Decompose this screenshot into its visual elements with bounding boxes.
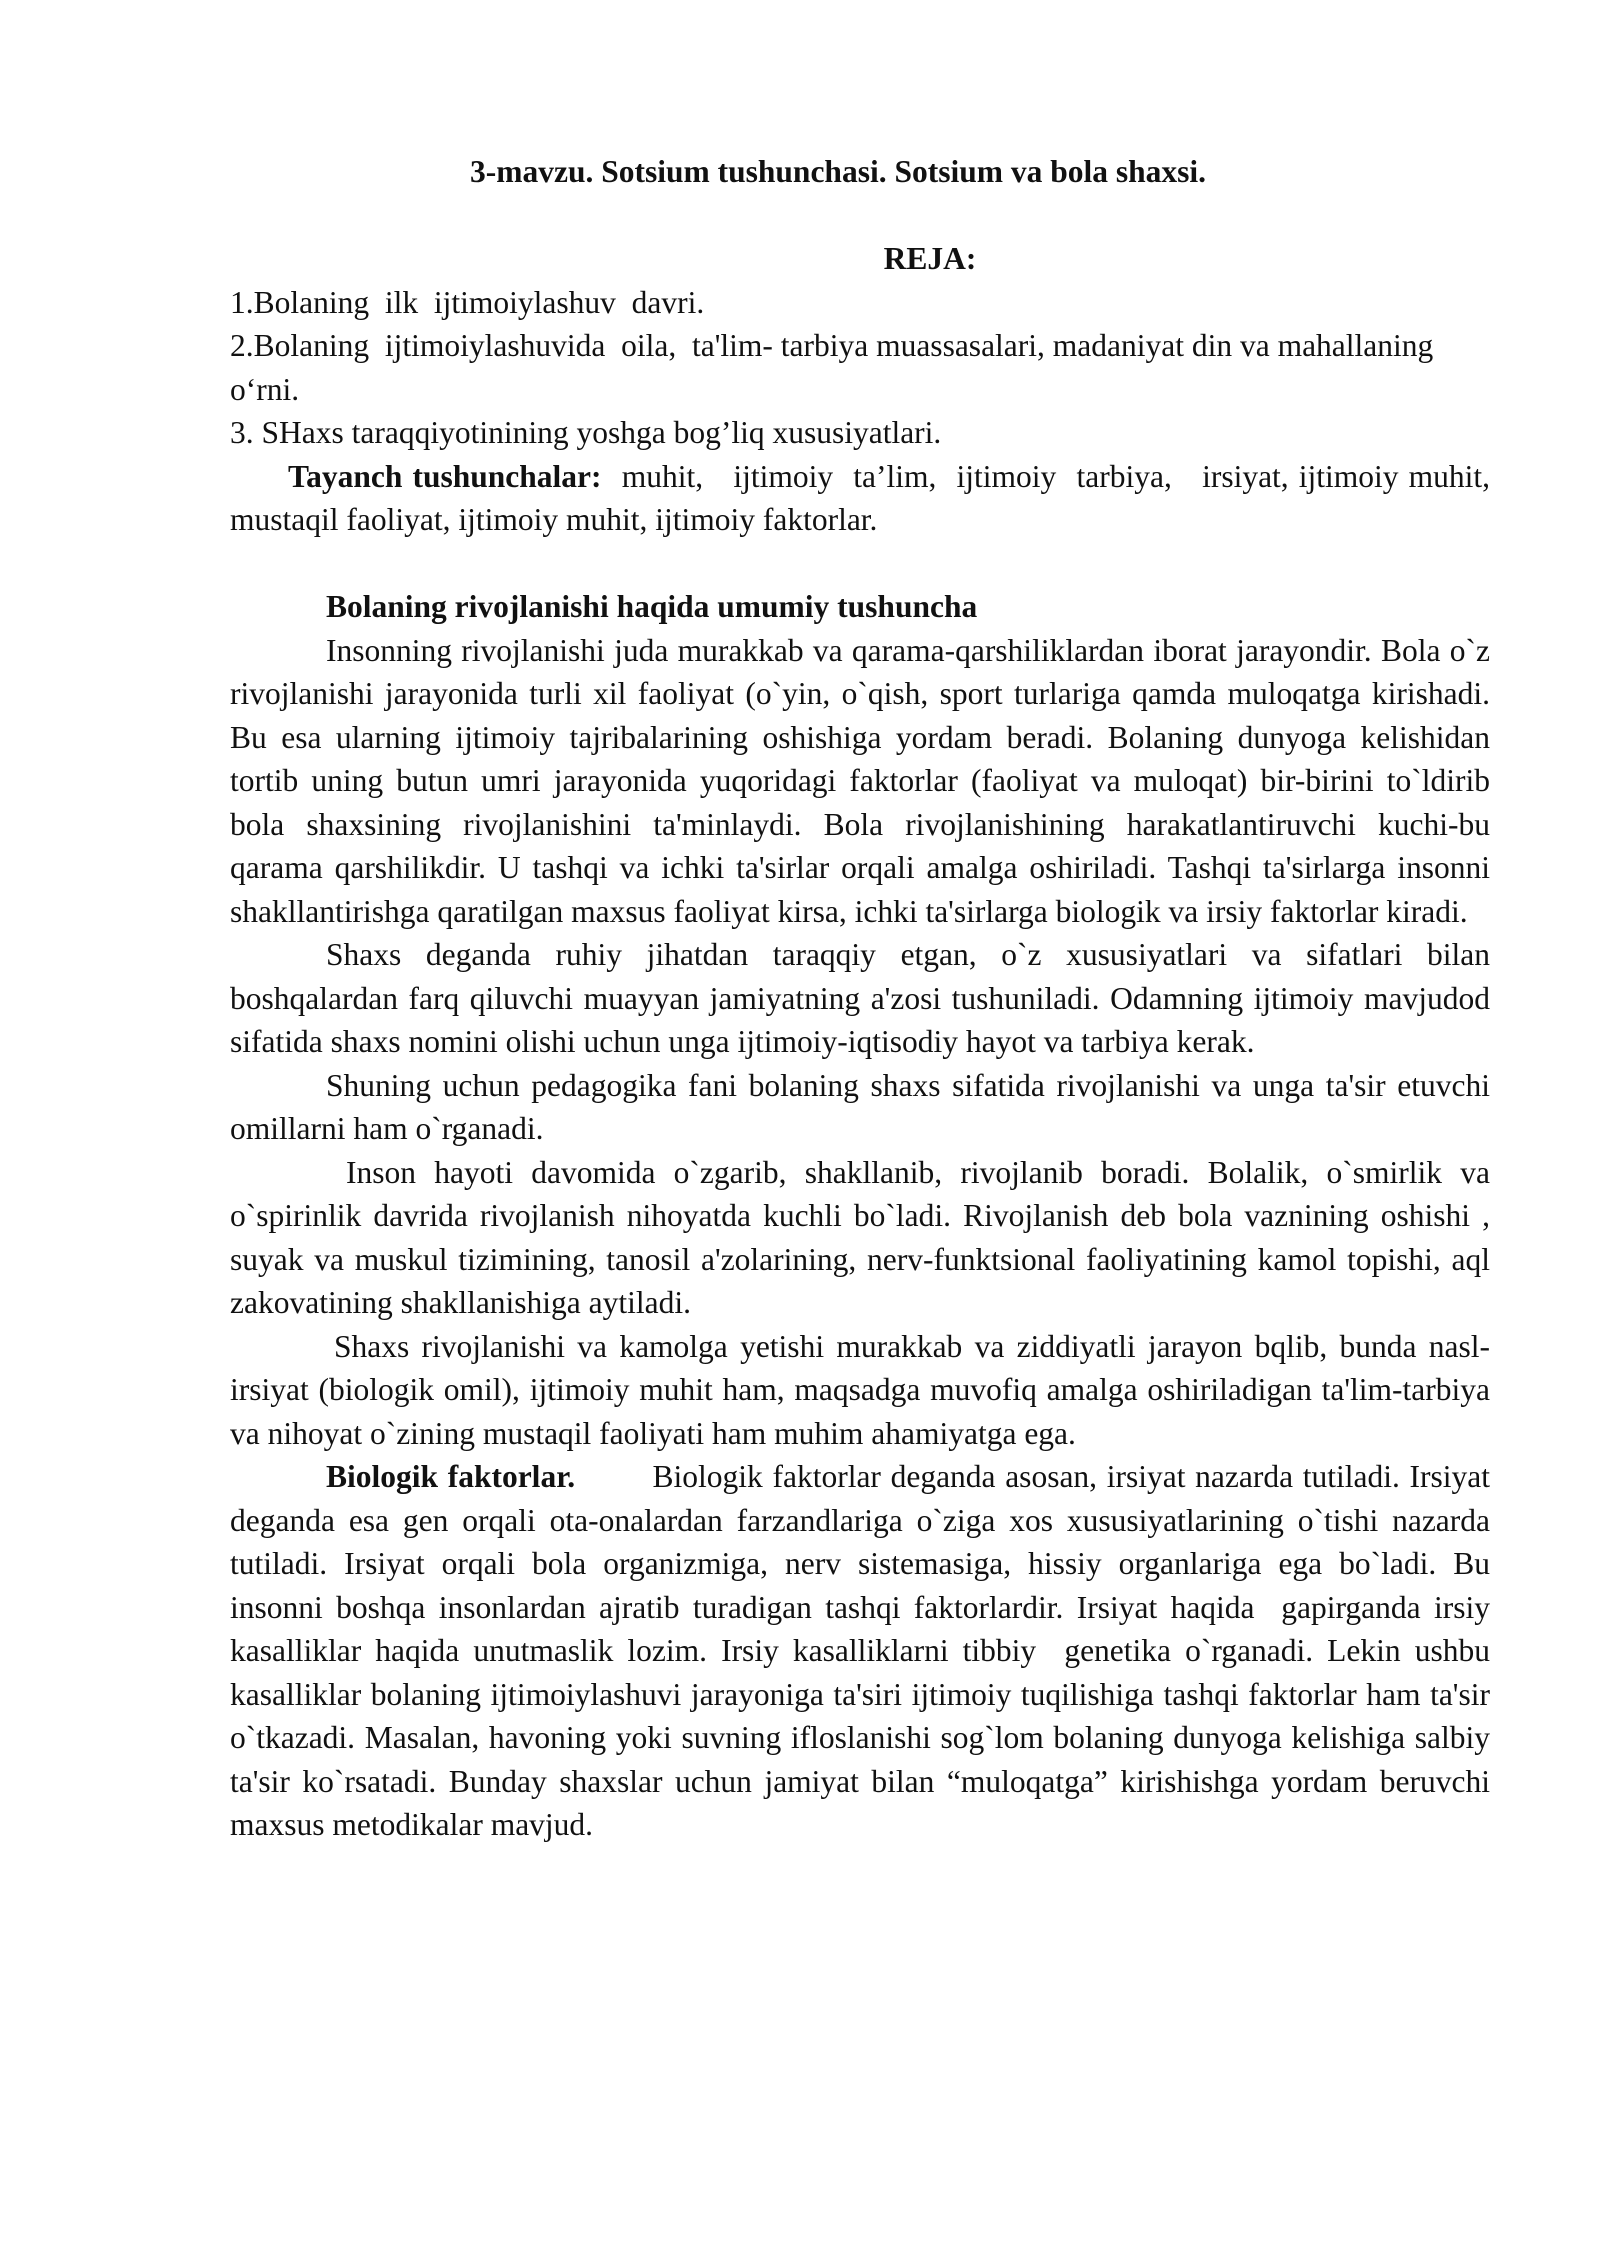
paragraph: Insonning rivojlanishi juda murakkab va qarama-qarshiliklardan iborat jarayondir. Bola o`z rivojlanishi jarayonida turli xil faoliyat (o`yin, o`qish, sport turlariga qamda muloqatga kirishadi. Bu esa ularning ijtimoiy tajribalarining oshishiga yordam beradi. Bolaning dunyoga kelishidan tortib uning butun umri jarayonida yuqoridagi faktorlar (faoliyat va muloqat) bir-birini to`ldirib bola shaxsining rivojlanishini ta'minlaydi. Bola rivojlanishining harakatlantiruvchi kuchi-bu qarama qarshilikdir. U tashqi va ichki ta'sirlar orqali amalga oshiriladi. Tashqi ta'sirlarga insonni shakllantirishga qaratilgan maxsus faoliyat kirsa, ichki ta'sirlarga biologik va irsiy faktorlar kiradi. xyxy=(230,632,1490,929)
biological-factors-label: Biologik faktorlar. xyxy=(326,1459,576,1494)
paragraph: Shaxs rivojlanishi va kamolga yetishi murakkab va ziddiyatli jarayon bqlib, bunda nasl-irsiyat (biologik omil), ijtimoiy muhit ham, maqsadga muvofiq amalga oshiriladigan ta'lim-tarbiya va nihoyat o`zining mustaqil faoliyati ham muhim ahamiyatga ega. xyxy=(230,1328,1490,1451)
plan-item-2: 2.Bolaning ijtimoiylashuvida oila, ta'lim- tarbiya muassasalari, madaniyat din va mahallaning o‘rni. xyxy=(230,328,1442,407)
key-concepts-paragraph xyxy=(230,455,1498,542)
plan-item-1: 1.Bolaning ilk ijtimoiylashuv davri. xyxy=(230,284,705,320)
biological-factors-text: Biologik faktorlar deganda asosan, irsiyat nazarda tutiladi. Irsiyat deganda esa gen orqali ota-onalardan farzandlariga o`ziga xos xususiyatlarining o`tishi nazarda tutiladi. Irsiyat orqali bola organizmiga, nerv sistemasiga, hissiy organlariga ega bo`ladi. Bu insonni boshqa insonlardan ajratib turadigan tashqi faktorlardir. Irsiyat haqida gapirganda irsiy kasalliklar haqida unutmaslik lozim. Irsiy kasalliklarni tibbiy genetika o`rganadi. Lekin ushbu kasalliklar bolaning ijtimoiylashuvi jarayoniga ta'siri ijtimoiy tuqilishiga tashqi faktorlar ham ta'sir o`tkazadi. Masalan, havoning yoki suvning ifloslanishi sog`lom bolaning dunyoga kelishiga salbiy ta'sir ko`rsatadi. Bunday shaxslar uchun jamiyat bilan “muloqatga” kirishishga yordam beruvchi maxsus metodikalar mavjud. xyxy=(230,1459,1498,1842)
key-concepts-text: muhit, ijtimoiy ta’lim, ijtimoiy tarbiya, irsiyat, ijtimoiy muhit, mustaqil faoliyat, ijtimoiy muhit, ijtimoiy faktorlar. xyxy=(230,458,1498,537)
plan-heading: REJA: xyxy=(883,241,977,276)
page-title: 3-mavzu. Sotsium tushunchasi. Sotsium va bola shaxsi. xyxy=(470,154,1207,189)
section-heading: Bolaning rivojlanishi haqida umumiy tushuncha xyxy=(326,589,978,624)
key-concepts-label: Tayanch tushunchalar: xyxy=(288,458,602,494)
paragraph: Shuning uchun pedagogika fani bolaning shaxs sifatida rivojlanishi va unga ta'sir etuvchi omillarni ham o`rganadi. xyxy=(230,1067,1490,1146)
biological-factors-paragraph xyxy=(230,1455,1498,1847)
plan-item-3: 3. SHaxs taraqqiyotinining yoshga bog’liq xususiyatlari. xyxy=(230,415,942,450)
paragraph: Shaxs deganda ruhiy jihatdan taraqqiy etgan, o`z xususiyatlari va sifatlari bilan boshqalardan farq qiluvchi muayyan jamiyatning a'zosi tushuniladi. Odamning ijtimoiy mavjudod sifatida shaxs nomini olishi uchun unga ijtimoiy-iqtisodiy hayot va tarbiya kerak. xyxy=(230,937,1490,1059)
document-page xyxy=(230,150,1498,1847)
spacer xyxy=(230,194,1490,238)
spacer xyxy=(230,542,1490,586)
paragraph: Inson hayoti davomida o`zgarib, shakllanib, rivojlanib boradi. Bolalik, o`smirlik va o`spirinlik davrida rivojlanish nihoyatda kuchli bo`ladi. Rivojlanish deb bola vaznining oshishi , suyak va muskul tizimining, tanosil a'zolarining, nerv-funktsional faoliyatining kamol topishi, aql zakovatining shakllanishiga aytiladi. xyxy=(230,1154,1490,1320)
